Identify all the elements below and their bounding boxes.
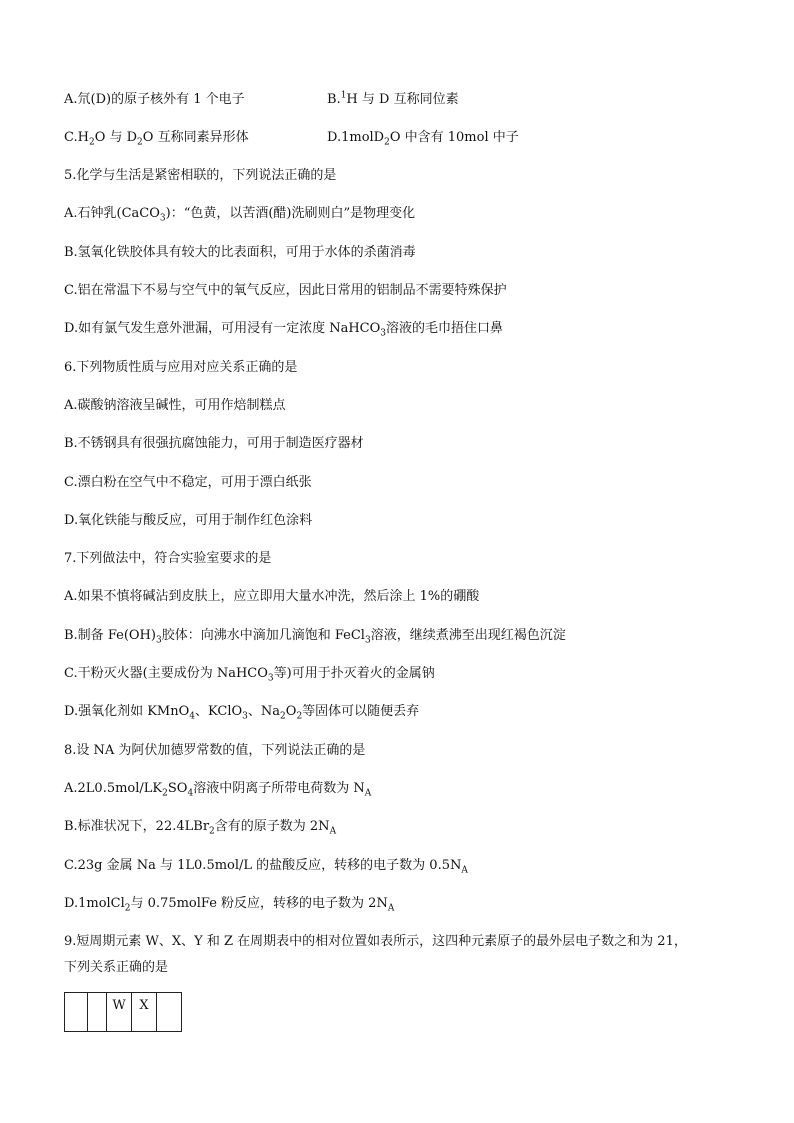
periodic-table-fragment [64,992,182,1032]
q6-option-d: D.氧化铁能与酸反应，可用于制作红色涂料 [64,513,313,528]
q8-option-a: $A.2L0.5mol/LK_2SO_4$溶液中阴离子所带电荷数为 $N_A$ [64,781,372,799]
q4-option-a: A.氘(D)的原子核外有 1 个电子 [64,92,245,107]
q6-option-c: C.漂白粉在空气中不稳定，可用于漂白纸张 [64,475,312,490]
q9-stem-line1: 9.短周期元素 W、X、Y 和 Z 在周期表中的相对位置如表所示，这四种元素原子的最外层电子数之和为 21， [64,934,687,949]
q7-option-b: B.制备 $Fe(OH)_3$胶体：向沸水中滴加几滴饱和 FeCl$_3$溶液，继续煮沸至出现红褐色沉淀 [64,628,566,646]
q7-option-a: A.如果不慎将碱沾到皮肤上，应立即用大量水冲洗，然后涂上 1%的硼酸 [64,589,480,604]
table-cell: W [107,993,132,1032]
q7-option-d: D.强氧化剂如 KMnO$_4$、KClO$_3$、$Na_2O_2$等固体可以随便丢弃 [64,704,420,722]
q4-option-c: $C.H_2O$ 与 $D_2O$ 互称同素异形体 [64,130,249,148]
q5-option-a: A.石钟乳(CaCO$_3$)：“色黄，以苦酒(醋)洗刷则白”是物理变化 [64,206,416,224]
q7-stem: 7.下列做法中，符合实验室要求的是 [64,551,272,566]
q5-option-c: C.铝在常温下不易与空气中的氧气反应，因此日常用的铝制品不需要特殊保护 [64,283,507,298]
q6-option-b: B.不锈钢具有很强抗腐蚀能力，可用于制造医疗器材 [64,436,364,451]
q8-option-d: D.1molCl$_2$与 0.75molFe 粉反应，转移的电子数为 $2N_A$ [64,896,395,914]
q8-stem: 8.设 NA 为阿伏加德罗常数的值，下列说法正确的是 [64,743,366,758]
q8-option-c: C.23g 金属 Na 与 1L0.5mol/L 的盐酸反应，转移的电子数为 $0.5N_A$ [64,858,468,876]
q6-stem: 6.下列物质性质与应用对应关系正确的是 [64,360,298,375]
q4-option-b: B.$^1$H 与 D 互称同位素 [327,90,459,107]
table-cell [65,993,88,1032]
q5-option-d: D.如有氯气发生意外泄漏，可用浸有一定浓度 NaHCO$_3$溶液的毛巾捂住口鼻 [64,321,504,339]
q7-option-c: C.干粉灭火器(主要成份为 NaHCO$_3$等)可用于扑灭着火的金属钠 [64,666,435,684]
q4-option-d: D.1molD$_2$O 中含有 10mol 中子 [327,130,519,148]
q5-stem: 5.化学与生活是紧密相联的，下列说法正确的是 [64,168,337,183]
q8-option-b: B.标准状况下，22.4LBr$_2$含有的原子数为 $2N_A$ [64,819,337,837]
q5-option-b: B.氢氧化铁胶体具有较大的比表面积，可用于水体的杀菌消毒 [64,245,416,260]
table-cell [157,993,182,1032]
q9-stem-line2: 下列关系正确的是 [64,960,169,975]
q6-option-a: A.碳酸钠溶液呈碱性，可用作焙制糕点 [64,398,286,413]
table-cell [88,993,107,1032]
table-cell: X [132,993,157,1032]
